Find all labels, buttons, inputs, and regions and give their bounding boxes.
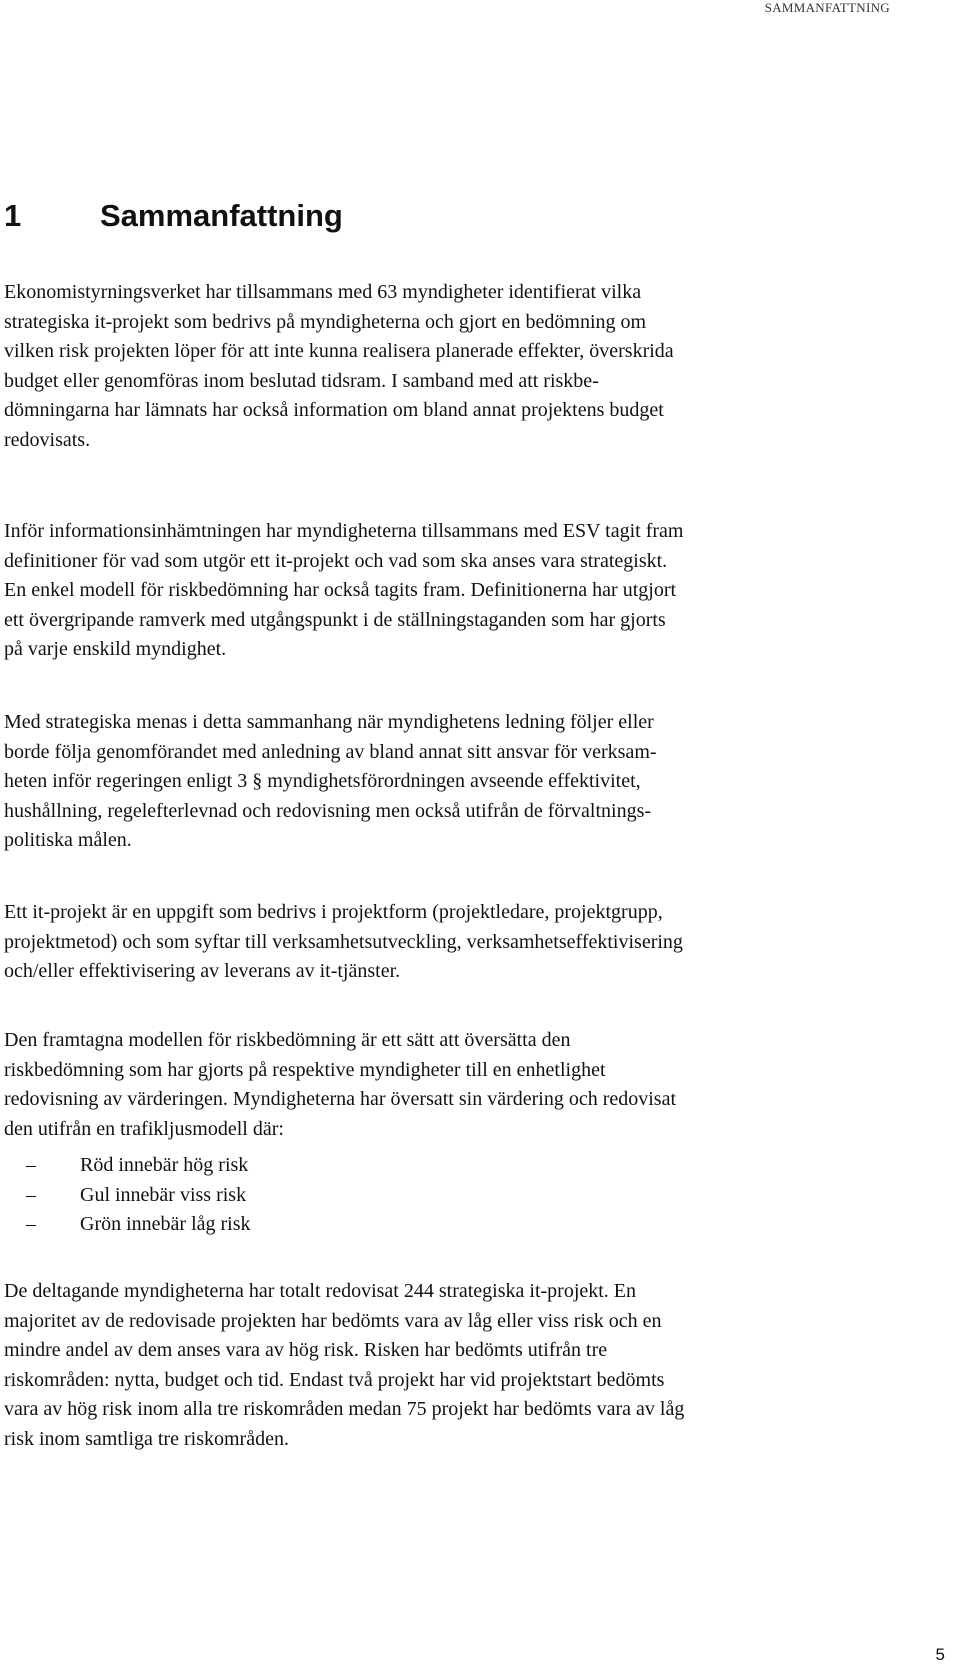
paragraph-line: Inför informationsinhämtningen har myndigheterna tillsammans med ESV tagit fram	[4, 520, 684, 542]
paragraph-6	[4, 1277, 794, 1454]
paragraph-line: dömningarna har lämnats har också information om bland annat projektens budget	[4, 399, 664, 421]
paragraph-line: redovisats.	[4, 428, 91, 451]
list-item-text: Grön innebär låg risk	[80, 1213, 251, 1235]
paragraph-line: politiska målen.	[4, 829, 132, 851]
paragraph-line: En enkel modell för riskbedömning har också tagits fram. Definitionerna har utgjort	[4, 579, 677, 601]
running-header: SAMMANFATTNING	[764, 0, 890, 15]
section-heading	[4, 198, 343, 234]
paragraph-line: budget eller genomföras inom beslutad tidsram. I samband med att riskbe-	[4, 369, 599, 392]
paragraph-line: Med strategiska menas i detta sammanhang när myndighetens ledning följer eller	[4, 711, 654, 733]
paragraph-line: Ekonomistyrningsverket har tillsammans med 63 myndigheter identifierat vilka	[4, 281, 642, 303]
paragraph-line: vilken risk projekten löper för att inte kunna realisera planerade effekter, överskrida	[4, 340, 674, 362]
paragraph-3	[4, 708, 794, 856]
paragraph-line: Den framtagna modellen för riskbedömning är ett sätt att översätta den	[4, 1029, 571, 1051]
paragraph-line: strategiska it-projekt som bedrivs på myndigheterna och gjort en bedömning om	[4, 310, 647, 333]
paragraph-2	[4, 517, 794, 665]
paragraph-line: Ett it-projekt är en uppgift som bedrivs i projektform (projektledare, projektgrupp,	[4, 901, 663, 923]
paragraph-line: heten inför regeringen enligt 3 § myndighetsförordningen avseende effektivitet,	[4, 770, 641, 792]
bullet-dash: –	[26, 1213, 36, 1235]
list-item	[4, 1210, 251, 1240]
paragraph-line: redovisning av värderingen. Myndigheterna har översatt sin värdering och redovisat	[4, 1088, 677, 1110]
bullet-dash: –	[26, 1183, 36, 1206]
paragraph-line: De deltagande myndigheterna har totalt redovisat 244 strategiska it-projekt. En	[4, 1280, 637, 1302]
list-item-text: Röd innebär hög risk	[80, 1154, 249, 1176]
paragraph-line: riskområden: nytta, budget och tid. Endast två projekt har vid projektstart bedömts	[4, 1368, 665, 1391]
paragraph-line: på varje enskild myndighet.	[4, 638, 227, 660]
paragraph-line: majoritet av de redovisade projekten har bedömts vara av låg eller viss risk och en	[4, 1309, 662, 1332]
paragraph-line: ett övergripande ramverk med utgångspunkt i de ställningstaganden som har gjorts	[4, 608, 666, 631]
paragraph-line: mindre andel av dem anses vara av hög risk. Risken har bedömts utifrån tre	[4, 1339, 608, 1361]
paragraph-5	[4, 1026, 794, 1144]
list-item-text: Gul innebär viss risk	[80, 1183, 247, 1206]
paragraph-line: riskbedömning som har gjorts på respektive myndigheter till en enhetlighet	[4, 1058, 606, 1081]
paragraph-line: borde följa genomförandet med anledning av bland annat sitt ansvar för verksam-	[4, 740, 657, 763]
list-item	[4, 1181, 251, 1211]
paragraph-line: den utifrån en trafikljusmodell där:	[4, 1117, 284, 1140]
bullet-dash: –	[26, 1154, 36, 1176]
paragraph-1	[4, 278, 794, 455]
section-title: Sammanfattning	[100, 198, 343, 233]
paragraph-line: vara av hög risk inom alla tre riskområden medan 75 projekt har bedömts vara av låg	[4, 1398, 685, 1420]
paragraph-line: hushållning, regelefterlevnad och redovisning men också utifrån de förvaltnings-	[4, 799, 652, 822]
risk-level-list	[4, 1151, 251, 1240]
section-number: 1	[4, 198, 22, 233]
page-number: 5	[935, 1645, 945, 1664]
paragraph-line: risk inom samtliga tre riskområden.	[4, 1427, 289, 1450]
paragraph-line: projektmetod) och som syftar till verksamhetsutveckling, verksamhetseffektivisering	[4, 930, 683, 953]
paragraph-4	[4, 898, 794, 987]
list-item	[4, 1151, 251, 1181]
paragraph-line: definitioner för vad som utgör ett it-projekt och vad som ska anses vara strategiskt.	[4, 549, 668, 572]
paragraph-line: och/eller effektivisering av leverans av it-tjänster.	[4, 960, 401, 982]
